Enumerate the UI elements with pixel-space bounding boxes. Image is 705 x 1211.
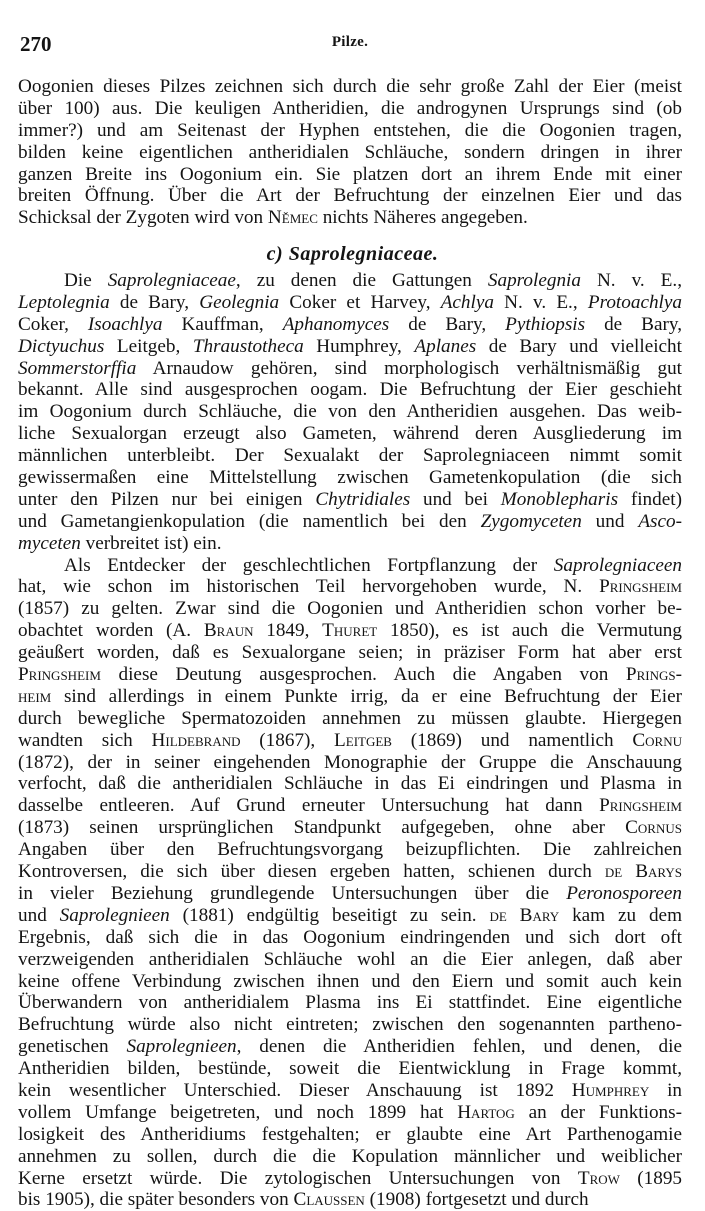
- text-segment: genetischen: [18, 1036, 127, 1058]
- text-line: [18, 445, 682, 467]
- italic-term: Asco-: [638, 510, 682, 532]
- text-line: [18, 270, 682, 292]
- text-segment: , zu denen die Gattungen: [235, 270, 488, 291]
- text-segment: und Gametangienkopulation (die namentlich bei den: [18, 510, 481, 532]
- text-line: [18, 489, 682, 511]
- text-segment: wandten sich: [18, 729, 152, 751]
- text-line: [18, 927, 682, 949]
- author-name: Pringsheim: [599, 576, 682, 598]
- text-segment: 1849,: [253, 620, 323, 642]
- text-line: [18, 883, 682, 905]
- text-segment: de Bary,: [389, 313, 506, 335]
- italic-term: Sommerstorffia: [18, 357, 137, 379]
- italic-term: Dictyuchus: [18, 335, 105, 357]
- text-segment: ganzen Breite ins Oogonium ein. Sie platzen dort an ihrem Ende mit einer: [18, 163, 682, 185]
- text-line: [18, 1189, 682, 1211]
- text-line: [18, 314, 682, 336]
- text-line: [18, 555, 682, 577]
- italic-term: Protoachlya: [587, 291, 682, 313]
- text-segment: breiten Öffnung. Über die Art der Befruchtung der einzelnen Eier und das: [18, 185, 682, 207]
- text-segment: (1873) seinen ursprünglichen Standpunkt aufgegeben, ohne aber: [18, 817, 626, 839]
- author-name: Braun: [203, 620, 254, 642]
- italic-term: Achlya: [440, 291, 494, 313]
- text-line: [18, 1146, 682, 1168]
- text-line: [18, 401, 682, 423]
- text-segment: in: [649, 1079, 682, 1101]
- text-line: [18, 598, 682, 620]
- text-line: [18, 164, 682, 186]
- italic-term: Saprolegnieen: [126, 1036, 237, 1058]
- text-segment: durch bewegliche Spermatozoiden annehmen zu müssen glaubte. Hiergegen: [18, 707, 682, 729]
- text-segment: bilden keine eigentlichen antheridialen Schläuche, sondern dringen in ihrer: [18, 141, 682, 163]
- text-line: [18, 1014, 682, 1036]
- text-line: [18, 839, 682, 861]
- text-line: [18, 1058, 682, 1080]
- text-line: [18, 292, 682, 314]
- author-name: de Bary: [489, 904, 560, 926]
- author-name: Humphrey: [571, 1079, 650, 1101]
- italic-term: Saprolegnia: [487, 270, 581, 291]
- text-segment: Oogonien dieses Pilzes zeichnen sich durch die sehr große Zahl der Eier (meist: [18, 76, 682, 97]
- text-segment: unter den Pilzen nur bei einigen: [18, 488, 316, 510]
- section-body: [18, 270, 682, 1211]
- author-name: heim: [18, 685, 52, 707]
- text-segment: in vieler Beziehung grundlegende Untersuchungen über die: [18, 882, 567, 904]
- text-line: [18, 379, 682, 401]
- text-line: [18, 98, 682, 120]
- text-line: [18, 1036, 682, 1058]
- text-segment: an der Funktions-: [514, 1101, 682, 1123]
- text-segment: Kauffman,: [162, 313, 283, 335]
- text-line: [18, 1102, 682, 1124]
- text-line: [18, 358, 682, 380]
- text-segment: de Bary und vielleicht: [476, 335, 682, 357]
- text-segment: de Bary,: [585, 313, 683, 335]
- text-segment: männlichen unterbleibt. Der Sexualakt der Saprolegniaceen nimmt somit: [18, 445, 682, 467]
- author-name: Leitgeb: [334, 729, 392, 751]
- text-segment: sind allerdings in einem Punkte irrig, da er eine Befruchtung der Eier: [51, 685, 682, 707]
- text-line: [18, 795, 682, 817]
- text-line: [18, 533, 682, 555]
- text-line: [18, 971, 682, 993]
- text-segment: liche Sexualorgan erzeugt also Gameten, während deren Ausgliederung im: [18, 423, 682, 445]
- text-segment: Angaben über den Befruchtungsvorgang beizupflichten. Die zahlreichen: [18, 839, 682, 861]
- text-segment: Leitgeb,: [104, 335, 193, 357]
- text-segment: N. v. E.,: [580, 270, 682, 291]
- text-segment: Antheridien bilden, bestünde, soweit die Eientwicklung in Frage kommt,: [18, 1058, 682, 1080]
- text-segment: verzweigenden antheridialen Schläuche wohl an die Eier anlegen, daß aber: [18, 948, 682, 970]
- text-segment: losigkeit des Antheridiums festgehalten; er glaubte eine Art Parthenogamie: [18, 1123, 682, 1145]
- italic-term: Geolegnia: [199, 291, 280, 313]
- text-segment: verbreitet ist) ein.: [80, 532, 222, 554]
- text-segment: (1908) fortgesetzt und durch: [364, 1189, 589, 1211]
- text-line: [18, 207, 682, 229]
- text-line: [18, 120, 682, 142]
- italic-term: Thraustotheca: [192, 335, 304, 357]
- text-line: [18, 423, 682, 445]
- paragraph-saprolegniaceae-genera: [18, 270, 682, 555]
- text-segment: (1881) endgültig beseitigt zu sein.: [169, 904, 490, 926]
- page-header: [16, 30, 684, 60]
- text-segment: N. v. E.,: [493, 291, 588, 313]
- author-name: Trow: [577, 1167, 620, 1189]
- text-segment: kam zu dem: [559, 904, 682, 926]
- text-segment: Kontroversen, die sich über diesen ergeben hatten, schienen durch: [18, 861, 605, 883]
- italic-term: Pythiopsis: [505, 313, 586, 335]
- text-line: [18, 511, 682, 533]
- text-segment: Arnaudow gehören, sind morphologisch verhältnismäßig gut: [136, 357, 682, 379]
- text-segment: (1869) und namentlich: [391, 729, 633, 751]
- text-line: [18, 686, 682, 708]
- text-line: [18, 664, 682, 686]
- text-line: [18, 142, 682, 164]
- text-segment: gewissermaßen eine Mittelstellung zwischen Gametenkopulation (die sich: [18, 467, 682, 489]
- text-segment: (1857) zu gelten. Zwar sind die Oogonien und Antheridien schon vorher be-: [18, 598, 682, 620]
- text-segment: annehmen zu sollen, durch die die Kopulation männlicher und weiblicher: [18, 1145, 682, 1167]
- text-segment: (1872), der in seiner eingehenden Monographie der Gruppe die Anschauung: [18, 751, 682, 773]
- italic-term: Saprolegnieen: [59, 904, 170, 926]
- text-segment: Coker,: [18, 313, 88, 335]
- author-name: Cornus: [625, 817, 682, 839]
- text-segment: 1850), es ist auch die Vermutung: [377, 620, 682, 642]
- text-segment: (1895: [619, 1167, 683, 1189]
- text-segment: geäußert worden, daß es Sexualorgane seien; in präziser Form hat aber erst: [18, 642, 682, 664]
- text-line: [18, 642, 682, 664]
- italic-term: Isoachlya: [87, 313, 163, 335]
- text-segment: und: [18, 904, 60, 926]
- text-line: [18, 773, 682, 795]
- italic-term: Zygomyceten: [480, 510, 582, 532]
- text-segment: im Oogonium durch Schläuche, die von den Antheridien ausgehen. Das weib-: [18, 401, 682, 423]
- text-line: [18, 905, 682, 927]
- text-segment: Ergebnis, daß sich die in das Oogonium eindringenden und sich dort oft: [18, 926, 682, 948]
- text-line: [18, 1124, 682, 1146]
- paragraph-history: [18, 555, 682, 1211]
- text-segment: Die: [64, 270, 108, 291]
- text-line: [18, 949, 682, 971]
- author-name: Claussen: [293, 1189, 365, 1211]
- text-line: [18, 185, 682, 207]
- text-segment: bis 1905), die später besonders von: [18, 1189, 294, 1211]
- text-line: [18, 861, 682, 883]
- text-segment: bekannt. Alle sind ausgesprochen oogam. Die Befruchtung der Eier geschieht: [18, 379, 682, 401]
- text-segment: obachtet worden (A.: [18, 620, 204, 642]
- author-name: Hildebrand: [151, 729, 241, 751]
- text-segment: Humphrey,: [303, 335, 415, 357]
- text-segment: Schicksal der Zygoten wird von: [18, 207, 268, 229]
- author-name: Pringsheim: [18, 664, 101, 686]
- text-line: [18, 752, 682, 774]
- italic-term: Saprolegniaceae: [107, 270, 236, 291]
- text-segment: nichts Näheres angegeben.: [317, 207, 528, 229]
- italic-term: Aphanomyces: [282, 313, 390, 335]
- author-name: Němec: [267, 207, 318, 229]
- text-segment: immer?) und am Seitenast der Hyphen entstehen, die die Oogonien tragen,: [18, 119, 682, 141]
- author-name: Pringsheim: [599, 795, 682, 817]
- text-line: [18, 620, 682, 642]
- text-segment: findet): [618, 488, 682, 510]
- italic-term: myceten: [18, 532, 81, 554]
- italic-term: Chytridiales: [315, 488, 411, 510]
- text-segment: (1867),: [240, 729, 335, 751]
- text-segment: hat, wie schon im historischen Teil hervorgehoben wurde, N.: [18, 576, 600, 598]
- italic-term: Leptolegnia: [18, 291, 110, 313]
- text-segment: Befruchtung würde also nicht eintreten; zwischen den sogenannten partheno-: [18, 1014, 682, 1036]
- text-segment: , denen die Antheridien fehlen, und denen, die: [236, 1036, 682, 1058]
- text-segment: Kerne ersetzt würde. Die zytologischen Untersuchungen von: [18, 1167, 578, 1189]
- author-name: Cornu: [632, 729, 683, 751]
- text-line: [18, 336, 682, 358]
- text-segment: Coker et Harvey,: [279, 291, 441, 313]
- text-line: [18, 730, 682, 752]
- text-segment: Als Entdecker der geschlechtlichen Fortpflanzung der: [64, 554, 554, 576]
- author-name: Prings-: [625, 664, 682, 686]
- text-segment: diese Deutung ausgesprochen. Auch die Angaben von: [100, 664, 626, 686]
- page-number: 270: [20, 32, 52, 56]
- text-line: [18, 576, 682, 598]
- text-segment: verfocht, daß die antheridialen Schläuche in das Ei eindringen und Plasma in: [18, 773, 682, 795]
- text-line: [18, 708, 682, 730]
- italic-term: Peronosporeen: [566, 882, 682, 904]
- section-heading: c) Saprolegniaceae.: [266, 243, 439, 265]
- text-line: [18, 1168, 682, 1190]
- running-head: Pilze.: [331, 34, 369, 50]
- text-segment: de Bary,: [109, 291, 200, 313]
- italic-term: Monoblepharis: [500, 488, 619, 510]
- text-line: [18, 817, 682, 839]
- text-line: [18, 1080, 682, 1102]
- paragraph-intro: [18, 76, 682, 229]
- text-segment: dasselbe entleeren. Auf Grund erneuter Untersuchung hat dann: [18, 795, 600, 817]
- text-line: [18, 467, 682, 489]
- italic-term: Saprolegniaceen: [553, 554, 682, 576]
- author-name: Thuret: [322, 620, 378, 642]
- text-line: [18, 76, 682, 98]
- text-line: [18, 992, 682, 1014]
- text-segment: vollem Umfange beigetreten, und noch 1899 hat: [18, 1101, 458, 1123]
- text-segment: Überwandern von antheridialem Plasma ins Ei stattfindet. Eine eigentliche: [18, 992, 682, 1014]
- author-name: Hartog: [457, 1101, 515, 1123]
- text-segment: über 100) aus. Die keuligen Antheridien, die androgynen Ursprungs sind (ob: [18, 97, 682, 119]
- text-segment: keine offene Verbindung zwischen ihnen und den Eiern und somit auch kein: [18, 970, 682, 992]
- author-name: de Barys: [604, 861, 682, 883]
- text-segment: kein wesentlicher Unterschied. Dieser Anschauung ist 1892: [18, 1079, 572, 1101]
- italic-term: Aplanes: [414, 335, 477, 357]
- text-segment: und bei: [410, 488, 501, 510]
- text-segment: und: [581, 510, 639, 532]
